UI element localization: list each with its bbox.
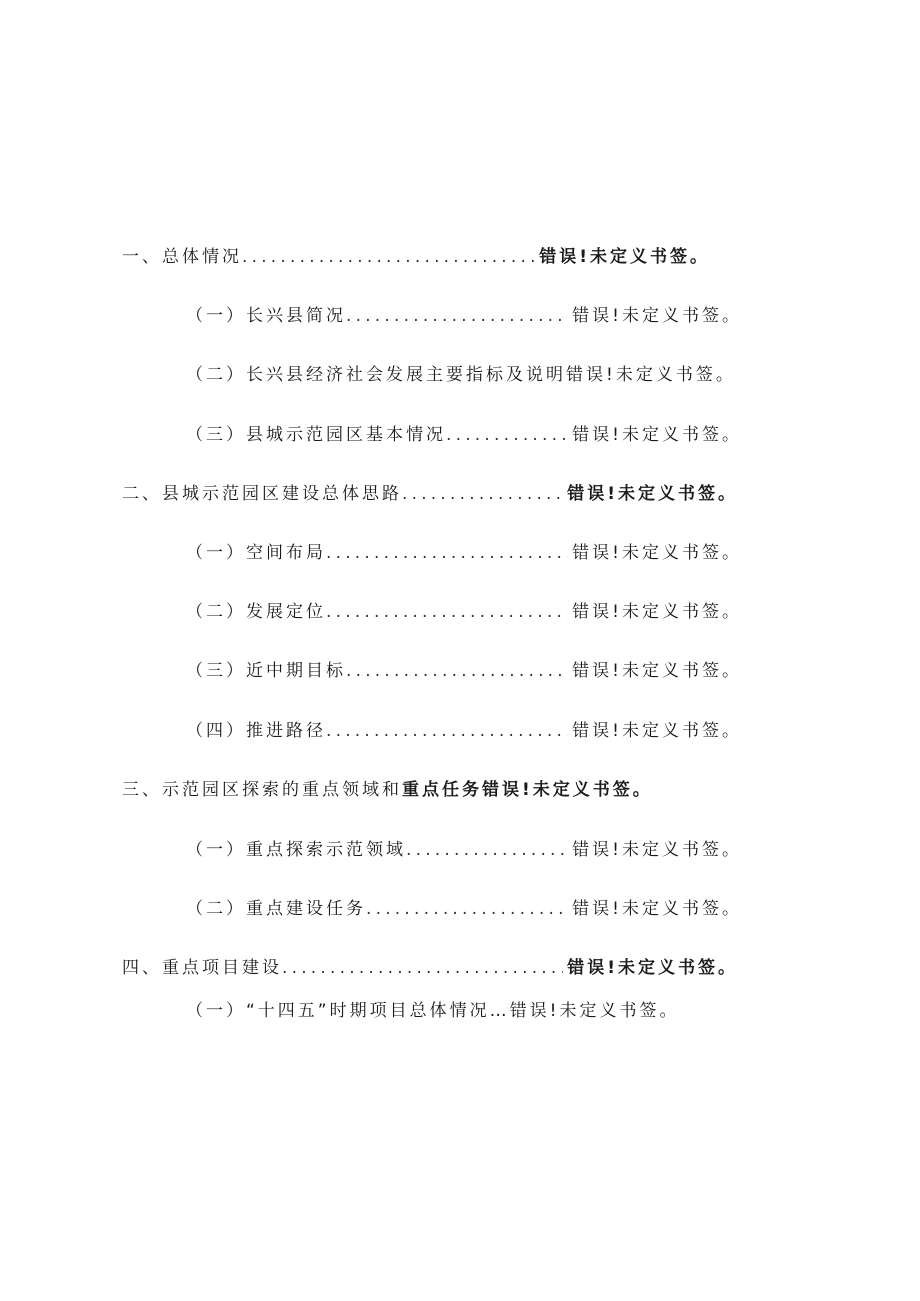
toc-entry-4-1[interactable]: [186, 996, 742, 1026]
toc-entry-page-ref: 错误!未定义书签。: [482, 780, 653, 800]
toc-entry-title: 三、示范园区探索的重点领域和: [122, 780, 402, 800]
toc-entry-2-1[interactable]: [186, 538, 742, 568]
toc-entry-page-ref: 错误!未定义书签。: [572, 602, 742, 622]
toc-entry-page-ref: 错误!未定义书签。: [572, 425, 742, 445]
toc-entry-title-bold-part: 重点任务: [402, 780, 482, 800]
toc-entry-title: （四）推进路径: [186, 721, 326, 741]
toc-dot-leader: [242, 242, 535, 272]
toc-entry-page-ref: 错误!未定义书签。: [572, 543, 742, 563]
toc-dot-leader: [366, 894, 568, 924]
toc-entry-title: （二）发展定位: [186, 602, 326, 622]
toc-dot-leader: [346, 301, 568, 331]
toc-dot-leader: [406, 835, 568, 865]
toc-entry-title: （一）空间布局: [186, 543, 326, 563]
toc-entry-title: 一、总体情况: [122, 247, 242, 267]
toc-entry-title: （三）县城示范园区基本情况: [186, 425, 446, 445]
toc-entry-title: （三）近中期目标: [186, 661, 346, 681]
toc-entry-2-2[interactable]: [186, 597, 742, 627]
toc-entry-page-ref: 错误!未定义书签。: [509, 1001, 680, 1021]
toc-entry-title: （二）重点建设任务: [186, 899, 366, 919]
toc-dot-leader: [446, 420, 568, 450]
toc-entry-title: （一）长兴县简况: [186, 306, 346, 326]
toc-entry-page-ref: 错误!未定义书签。: [572, 306, 742, 326]
toc-entry-section-4[interactable]: [122, 953, 738, 983]
toc-dot-leader: [326, 597, 568, 627]
toc-dot-leader: [326, 538, 568, 568]
toc-dot-leader: [402, 479, 563, 509]
toc-entry-page-ref: 错误!未定义书签。: [572, 840, 742, 860]
toc-entry-page-ref: 错误!未定义书签。: [572, 661, 742, 681]
toc-entry-page-ref: 错误!未定义书签。: [572, 899, 742, 919]
toc-entry-title: 四、重点项目建设: [122, 958, 282, 978]
toc-entry-1-2[interactable]: [186, 360, 742, 390]
toc-entry-section-2[interactable]: [122, 479, 738, 509]
toc-dot-leader: [346, 656, 568, 686]
toc-entry-title: （一）重点探索示范领域: [186, 840, 406, 860]
toc-entry-3-1[interactable]: [186, 835, 742, 865]
toc-entry-2-4[interactable]: [186, 716, 742, 746]
toc-entry-2-3[interactable]: [186, 656, 742, 686]
toc-entry-page-ref: 错误!未定义书签。: [566, 365, 736, 385]
toc-entry-title: 二、县城示范园区建设总体思路: [122, 484, 402, 504]
toc-entry-3-2[interactable]: [186, 894, 742, 924]
toc-entry-1-3[interactable]: [186, 420, 742, 450]
toc-entry-1-1[interactable]: [186, 301, 742, 331]
toc-dot-leader: [326, 716, 568, 746]
toc-entry-page-ref: 错误!未定义书签。: [567, 958, 738, 978]
toc-dot-leader: [282, 953, 563, 983]
toc-entry-page-ref: 错误!未定义书签。: [567, 484, 738, 504]
toc-entry-page-ref: 错误!未定义书签。: [539, 247, 710, 267]
toc-entry-title: （二）长兴县经济社会发展主要指标及说明: [186, 365, 566, 385]
toc-entry-section-1[interactable]: [122, 242, 710, 272]
toc-entry-title: （一）“十四五”时期项目总体情况…: [186, 1001, 510, 1021]
toc-entry-section-3[interactable]: [122, 775, 662, 805]
toc-entry-page-ref: 错误!未定义书签。: [572, 721, 742, 741]
